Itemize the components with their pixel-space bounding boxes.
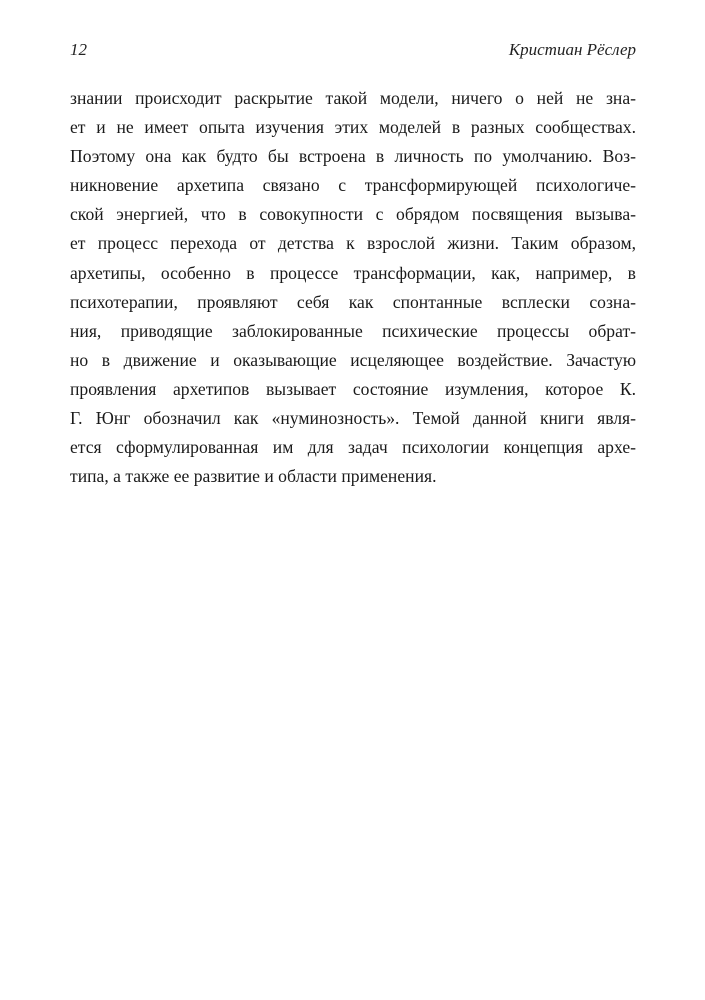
running-head xyxy=(70,40,636,64)
text-line: но в движение и оказывающие исцеляющее воздействие. Зачастую xyxy=(70,349,636,370)
running-author: Кристиан Рёслер xyxy=(508,40,636,59)
body-paragraph xyxy=(70,84,636,491)
text-line: знании происходит раскрытие такой модели, ничего о ней не зна- xyxy=(70,88,636,108)
text-line: никновение архетипа связано с трансформирующей психологиче- xyxy=(70,175,636,196)
text-line: ет и не имеет опыта изучения этих моделей в разных сообществах. xyxy=(70,117,636,138)
text-line: Поэтому она как будто бы встроена в личность по умолчанию. Воз- xyxy=(70,146,636,167)
text-line: ет процесс перехода от детства к взрослой жизни. Таким образом, xyxy=(70,233,636,254)
page-number: 12 xyxy=(70,40,87,59)
text-line: ется сформулированная им для задач психологии концепция архе- xyxy=(70,437,636,458)
text-line: ской энергией, что в совокупности с обрядом посвящения вызыва- xyxy=(70,204,636,225)
text-line: проявления архетипов вызывает состояние изумления, которое К. xyxy=(70,378,636,399)
text-line: Г. Юнг обозначил как «нуминозность». Темой данной книги явля- xyxy=(70,408,636,429)
text-line: психотерапии, проявляют себя как спонтанные всплески созна- xyxy=(70,291,636,312)
text-line: типа, а также ее развитие и области применения. xyxy=(70,466,437,487)
text-line: ния, приводящие заблокированные психические процессы обрат- xyxy=(70,320,636,341)
text-line: архетипы, особенно в процессе трансформации, как, например, в xyxy=(70,262,636,283)
